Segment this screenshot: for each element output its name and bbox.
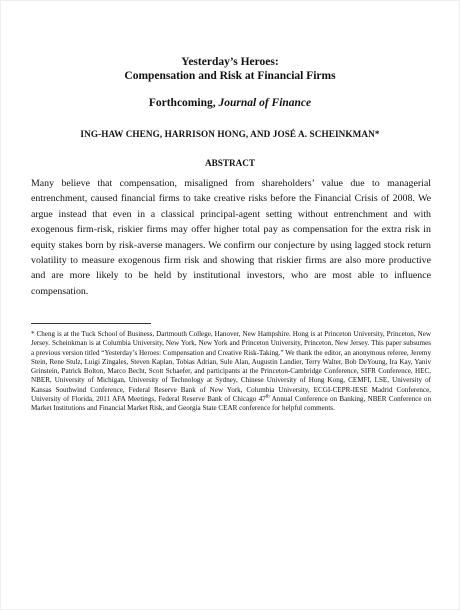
author-list: ING-HAW CHENG, HARRISON HONG, AND JOSÉ A. SCHEINKMAN* [80, 129, 380, 139]
publication-status-prefix: Forthcoming, [148, 97, 219, 109]
footnote-superscript: th [265, 394, 270, 400]
footnote-text-part1: * Cheng is at the Tuck School of Business, Dartmouth College, Hanover, New Hampshire. Hong is at Princeton University, Princeton, New Jersey. Scheinkman is at Columbia University, New York, New York and Princeton University, Princeton, New Jersey. This paper subsumes a previous version titled “Yesterday’s Heroes: Compensation and Creative Risk-Taking.” We thank the editor, an anonymous referee, Jeremy Stein, Rene Stulz, Luigi Zingales, Steven Kaplan, Tobias Adrian, Sule Alan, Augustin Landier, Terry Walter, Bob DeYoung, Ira Kay, Yaniv Grinstein, Patrick Bolton, Marco Becht, Scott Schaefer, and participants at the Princeton-Cambridge Conference, SIFR Conference, HEC, NBER, University of Michigan, University of Technology at Sydney, Chinese University of Hong Kong, CEMFI, LSE, University of Kansas Southwind Conference, Federal Reserve Bank of New York, Columbia University, ECGI-CEPR-IESE Madrid Conference, University of Florida, 2011 AFA Meetings, Federal Reserve Bank of Chicago 47 [31, 330, 431, 404]
paper-title-line2: Compensation and Risk at Financial Firms [124, 70, 336, 82]
publication-status [0, 96, 460, 110]
abstract-text: Many believe that compensation, misaligned from shareholders’ value due to managerial entrenchment, caused financial firms to take creative risks before the Financial Crisis of 2008. We argue instead that even in a classical principal-agent setting without entrenchment and with exogenous firm-risk, riskier firms may offer higher total pay as compensation for the extra risk in equity stakes born by risk-averse managers. We confirm our conjecture by using lagged stock return volatility to measure exogenous firm risk and showing that riskier firms are also more productive and are more likely to be held by institutional investors, who are most able to influence compensation. [31, 178, 431, 297]
author-footnote [31, 330, 431, 414]
footnote-text-part2: Annual Conference on Banking, NBER Conference on Market Institutions and Financial Market Risk, and Georgia State CEAR conference for helpful comments. [31, 395, 431, 413]
paper-title-line1: Yesterday’s Heroes: [181, 56, 279, 68]
journal-name: Journal of Finance [218, 97, 312, 109]
abstract-heading: ABSTRACT [204, 158, 256, 168]
footnote-divider [31, 323, 151, 324]
